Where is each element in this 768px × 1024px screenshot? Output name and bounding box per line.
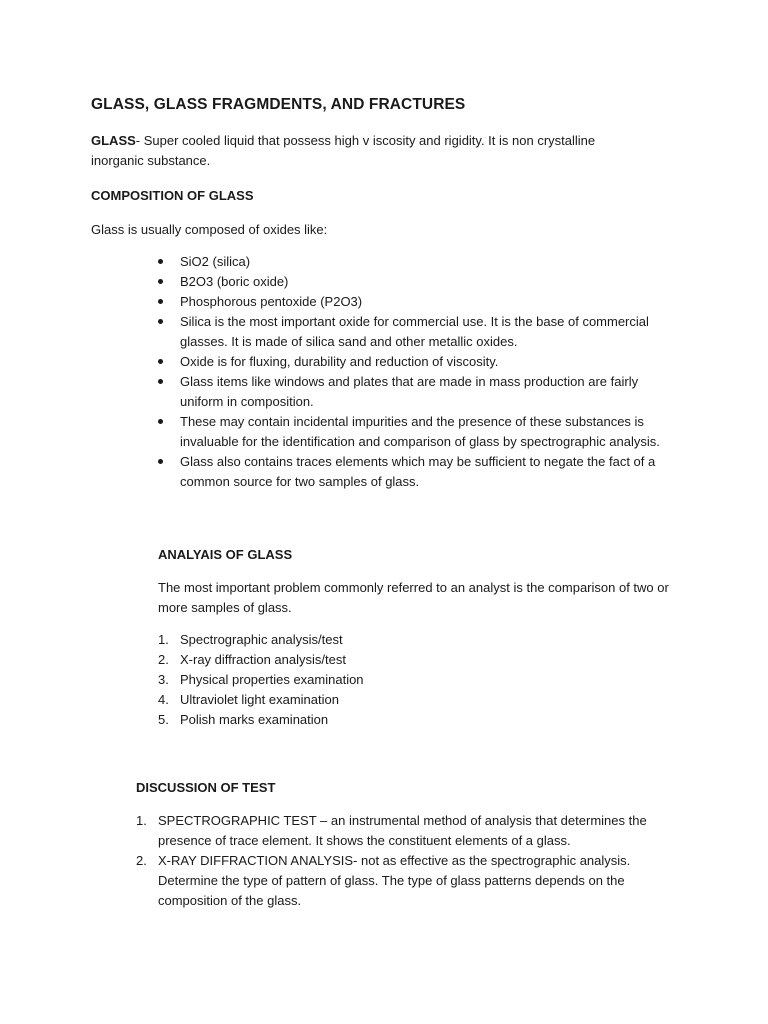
list-item: 2. X-ray diffraction analysis/test <box>158 652 346 667</box>
list-item: 1. SPECTROGRAPHIC TEST – an instrumental method of analysis that determines the presence of trace element. It shows the constituent elements of a glass. <box>136 813 647 848</box>
list-item: 4. Ultraviolet light examination <box>158 692 339 707</box>
glass-definition <box>91 131 651 171</box>
list-item: These may contain incidental impurities and the presence of these substances is invaluable for the identification and comparison of glass by spectrographic analysis. <box>158 412 683 452</box>
bullet-icon <box>158 419 163 424</box>
bullet-icon <box>158 359 163 364</box>
composition-intro: Glass is usually composed of oxides like: <box>91 222 328 237</box>
bullet-icon <box>158 319 163 324</box>
definition-term: GLASS <box>91 133 136 148</box>
discussion-heading: DISCUSSION OF TEST <box>136 780 276 795</box>
list-item: 1. Spectrographic analysis/test <box>158 632 343 647</box>
list-item: 5. Polish marks examination <box>158 712 329 727</box>
analysis-list <box>158 630 638 730</box>
document-title: GLASS, GLASS FRAGMDENTS, AND FRACTURES <box>91 96 466 113</box>
list-item: 3. Physical properties examination <box>158 672 364 687</box>
analysis-intro: The most important problem commonly referred to an analyst is the comparison of two or more samples of glass. <box>158 580 669 615</box>
list-item: Oxide is for fluxing, durability and reduction of viscosity. <box>158 352 683 372</box>
list-item: Phosphorous pentoxide (P2O3) <box>158 292 683 312</box>
discussion-list <box>136 811 676 911</box>
list-item: Glass also contains traces elements which may be sufficient to negate the fact of a common source for two samples of glass. <box>158 452 683 492</box>
list-item: SiO2 (silica) <box>158 252 683 272</box>
bullet-icon <box>158 279 163 284</box>
bullet-icon <box>158 259 163 264</box>
list-item: Glass items like windows and plates that are made in mass production are fairly uniform in composition. <box>158 372 683 412</box>
bullet-icon <box>158 299 163 304</box>
analysis-heading: ANALYAIS OF GLASS <box>158 547 293 562</box>
definition-text: - Super cooled liquid that possess high v iscosity and rigidity. It is non crystalline inorganic substance. <box>91 133 596 168</box>
list-item: Silica is the most important oxide for commercial use. It is the base of commercial glasses. It is made of silica sand and other metallic oxides. <box>158 312 683 352</box>
list-item: 2. X-RAY DIFFRACTION ANALYSIS- not as effective as the spectrographic analysis. Determine the type of pattern of glass. The type of glass patterns depends on the composition of the glass. <box>136 853 631 908</box>
bullet-icon <box>158 379 163 384</box>
composition-heading: COMPOSITION OF GLASS <box>91 188 254 203</box>
list-item: B2O3 (boric oxide) <box>158 272 683 292</box>
bullet-icon <box>158 459 163 464</box>
composition-bullet-list <box>158 252 683 492</box>
